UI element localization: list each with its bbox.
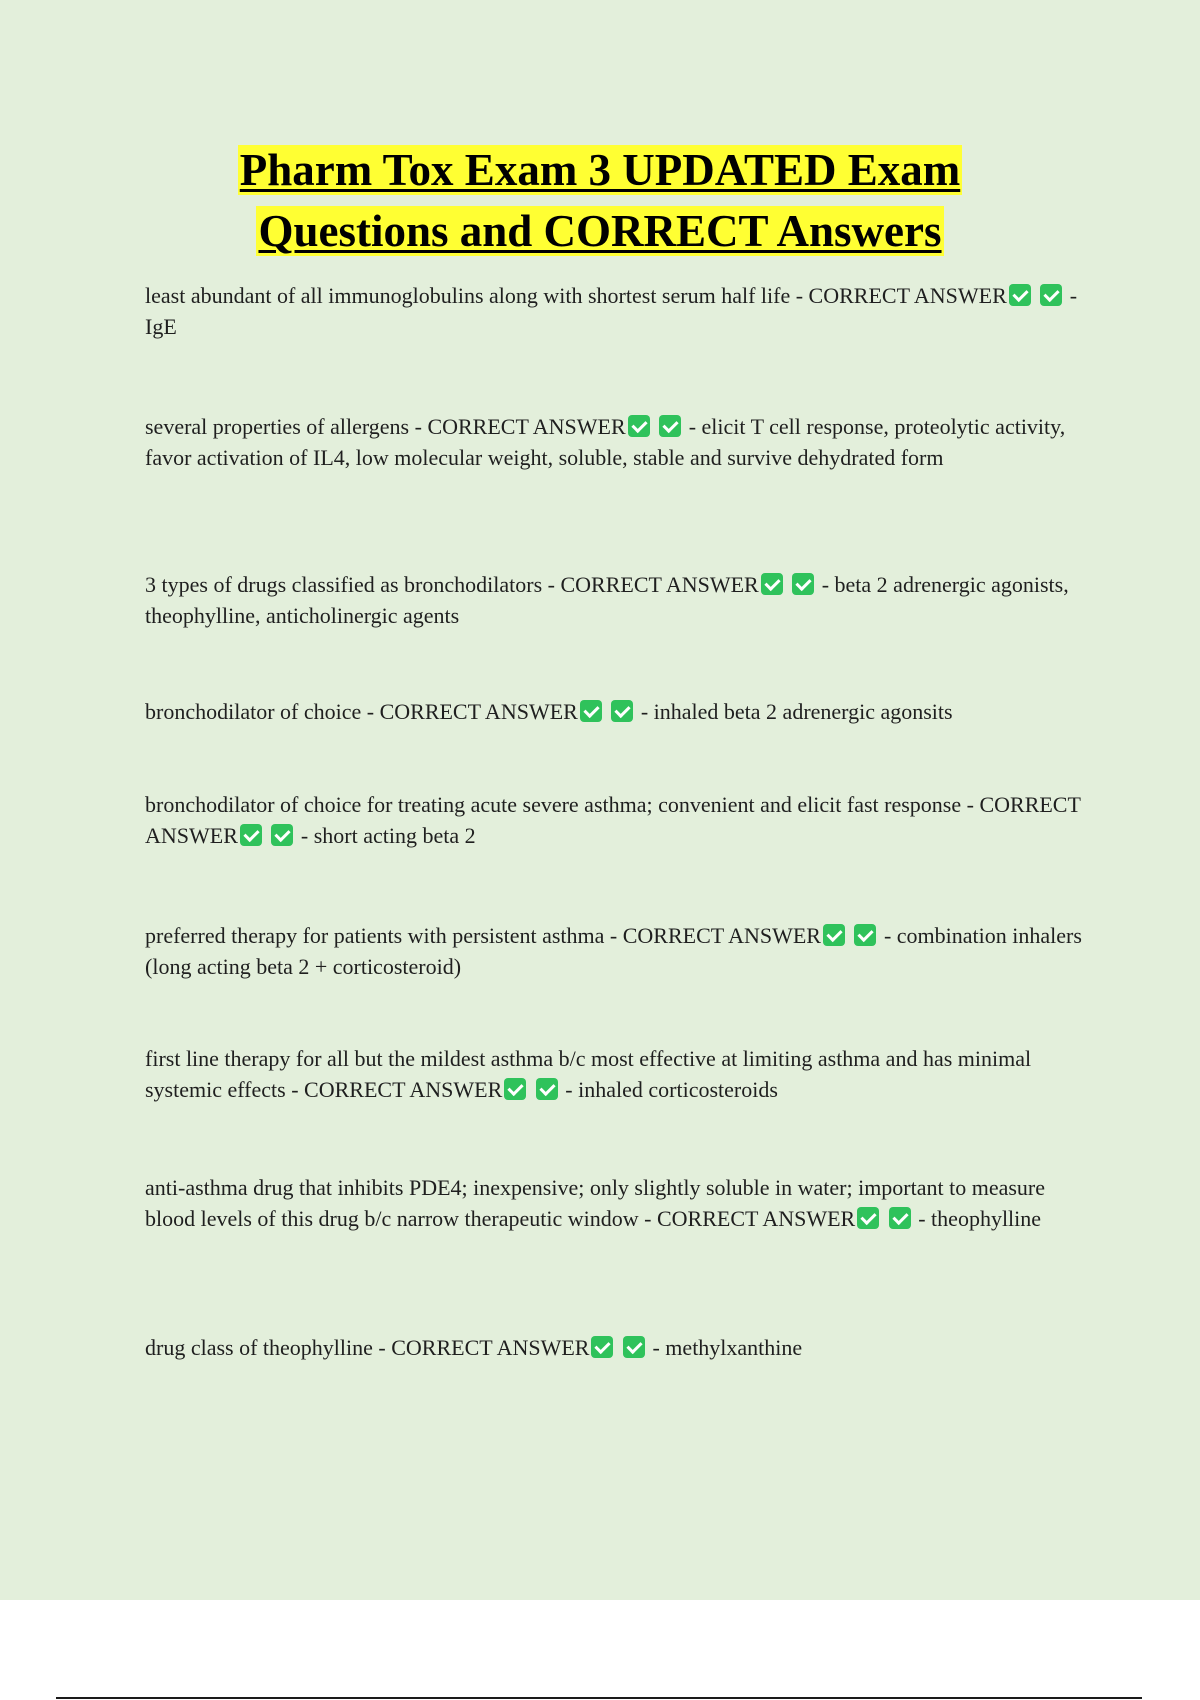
- answer-text: - beta 2 adrenergic agonists, theophylline, anticholinergic agents: [145, 572, 1069, 628]
- question-text: least abundant of all immunoglobulins along with shortest serum half life -: [145, 283, 809, 308]
- answer-text: - short acting beta 2: [295, 823, 476, 848]
- question-text: first line therapy for all but the mildest asthma b/c most effective at limiting asthma and has minimal systemic effects -: [145, 1046, 1032, 1102]
- question-text: bronchodilator of choice -: [145, 699, 380, 724]
- check-icon: [792, 573, 814, 595]
- question-text: drug class of theophylline -: [145, 1335, 392, 1360]
- answer-marker: CORRECT ANSWER: [427, 414, 626, 439]
- check-icon: [628, 415, 650, 437]
- answer-marker: CORRECT ANSWER: [622, 923, 821, 948]
- title-line-1: Pharm Tox Exam 3 UPDATED Exam: [239, 145, 961, 195]
- qa-item: [145, 1332, 1090, 1363]
- answer-text: - methylxanthine: [646, 1335, 803, 1360]
- question-text: preferred therapy for patients with persistent asthma -: [145, 923, 623, 948]
- check-icon: [1040, 284, 1062, 306]
- document-title: [0, 140, 1200, 262]
- qa-item: [145, 280, 1090, 342]
- answer-marker: CORRECT ANSWER: [560, 572, 759, 597]
- check-icon: [761, 573, 783, 595]
- check-icon: [536, 1078, 558, 1100]
- answer-text: - elicit T cell response, proteolytic activity, favor activation of IL4, low molecular weight, soluble, stable and survive dehydrated form: [145, 414, 1066, 470]
- check-icon: [591, 1336, 613, 1358]
- check-icon: [240, 824, 262, 846]
- answer-marker: CORRECT ANSWER: [379, 699, 578, 724]
- answer-text: - inhaled beta 2 adrenergic agonsits: [635, 699, 953, 724]
- question-text: anti-asthma drug that inhibits PDE4; inexpensive; only slightly soluble in water; important to measure blood levels of this drug b/c narrow therapeutic window -: [145, 1175, 1046, 1231]
- answer-text: - theophylline: [912, 1206, 1042, 1231]
- check-icon: [823, 924, 845, 946]
- check-icon: [611, 700, 633, 722]
- answer-text: - IgE: [145, 283, 1078, 339]
- qa-item: [145, 569, 1090, 631]
- answer-marker: CORRECT ANSWER: [145, 792, 1081, 848]
- footer-rule: [56, 1697, 1142, 1699]
- check-icon: [854, 924, 876, 946]
- qa-item: [145, 789, 1090, 851]
- check-icon: [1009, 284, 1031, 306]
- answer-marker: CORRECT ANSWER: [391, 1335, 590, 1360]
- check-icon: [659, 415, 681, 437]
- answer-marker: CORRECT ANSWER: [808, 283, 1007, 308]
- question-text: 3 types of drugs classified as bronchodilators -: [145, 572, 561, 597]
- answer-marker: CORRECT ANSWER: [656, 1206, 856, 1231]
- answer-text: - combination inhalers (long acting beta 2 + corticosteroid): [145, 923, 1082, 979]
- question-text: several properties of allergens -: [145, 414, 428, 439]
- check-icon: [504, 1078, 526, 1100]
- check-icon: [857, 1207, 879, 1229]
- qa-item: [145, 411, 1090, 473]
- question-text: bronchodilator of choice for treating acute severe asthma; convenient and elicit fast response -: [145, 792, 980, 817]
- check-icon: [623, 1336, 645, 1358]
- qa-item: [145, 920, 1090, 982]
- check-icon: [580, 700, 602, 722]
- answer-marker: CORRECT ANSWER: [304, 1077, 503, 1102]
- qa-item: [145, 696, 1090, 727]
- answer-text: - inhaled corticosteroids: [559, 1077, 778, 1102]
- check-icon: [271, 824, 293, 846]
- qa-item: [145, 1172, 1090, 1234]
- qa-item: [145, 1043, 1090, 1105]
- check-icon: [889, 1207, 911, 1229]
- title-line-2: Questions and CORRECT Answers: [258, 206, 942, 256]
